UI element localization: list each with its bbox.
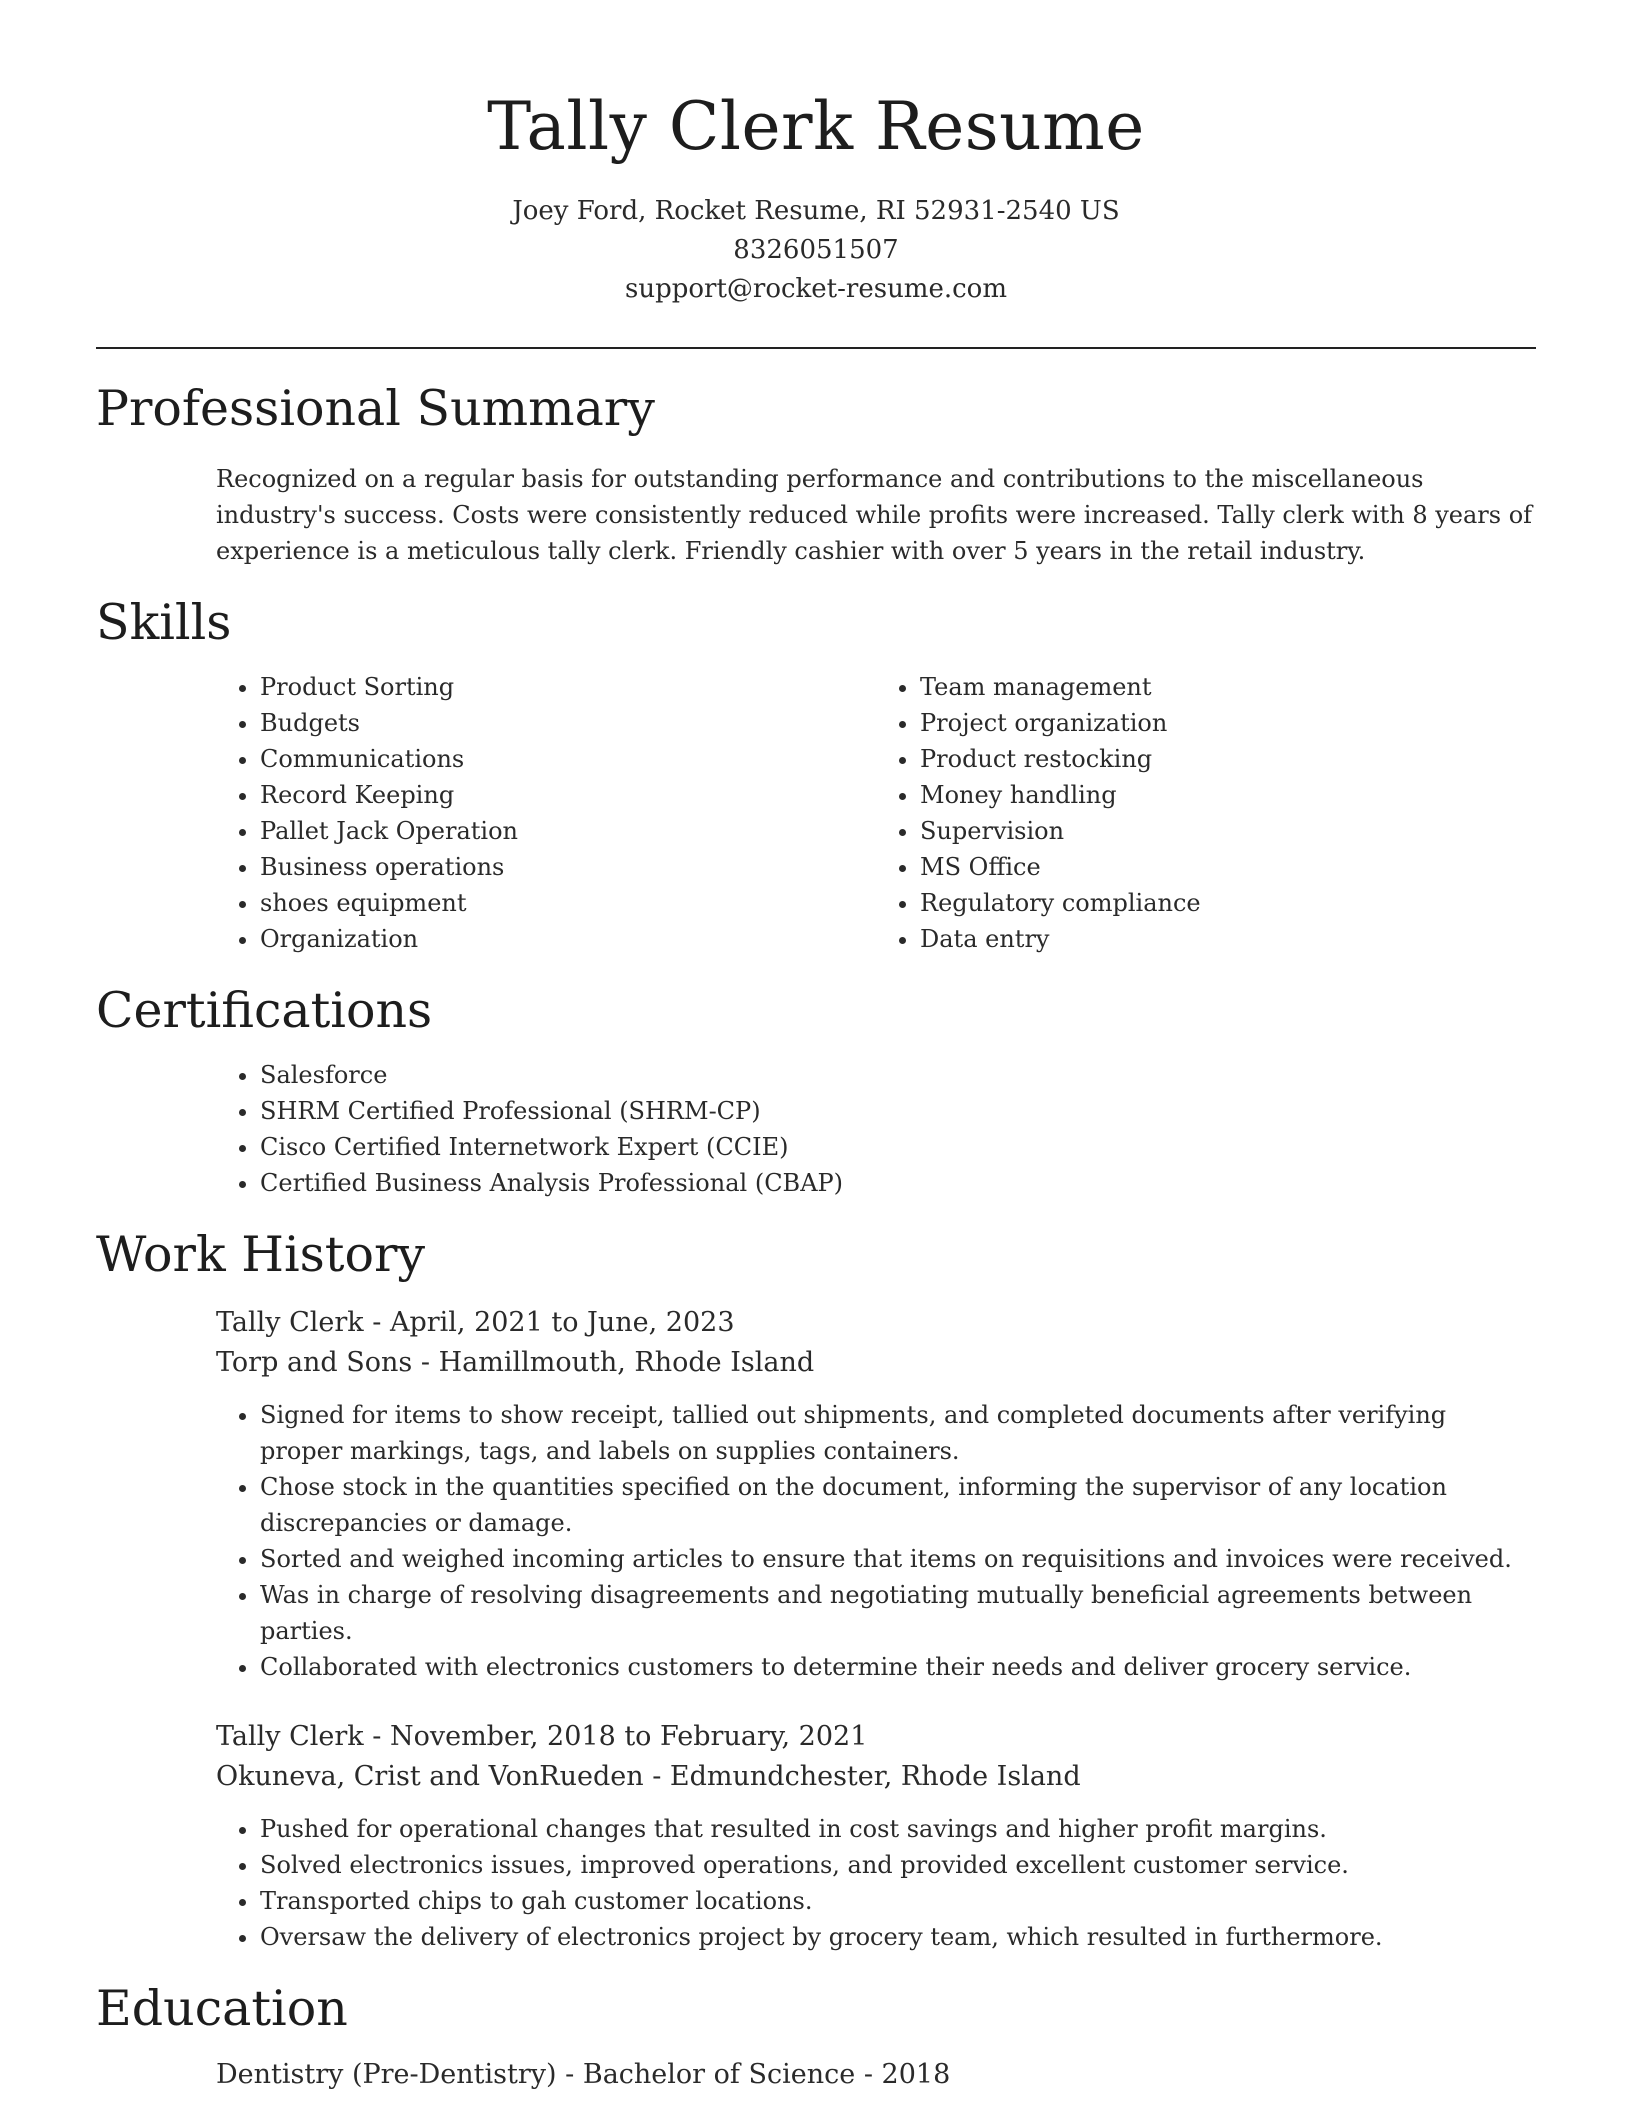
skill-item: • Money handling — [920, 777, 1536, 813]
skills-left-column — [216, 669, 876, 957]
job-location: Hamillmouth, Rhode Island — [438, 1347, 815, 1378]
skill-item: • Product Sorting — [260, 669, 876, 705]
skill-item: • Record Keeping — [260, 777, 876, 813]
summary-heading: Professional Summary — [96, 380, 655, 437]
job-bullets — [216, 1397, 1536, 1685]
skill-item: • Pallet Jack Operation — [260, 813, 876, 849]
education-section — [96, 1979, 1536, 2095]
job-entry — [216, 1303, 1536, 1685]
skill-item: • Data entry — [920, 921, 1536, 957]
job-title: Tally Clerk — [216, 1307, 364, 1338]
skill-item: • shoes equipment — [260, 885, 876, 921]
skills-heading: Skills — [96, 594, 232, 651]
job-company: Torp and Sons — [216, 1347, 413, 1378]
skill-item: • Project organization — [920, 705, 1536, 741]
job-location: Edmundchester, Rhode Island — [669, 1761, 1081, 1792]
certification-item: • Salesforce — [260, 1057, 1536, 1093]
work-history-section — [96, 1225, 1536, 1955]
job-bullet: • Pushed for operational changes that resulted in cost savings and higher profit margins. — [260, 1811, 1536, 1847]
separator: - — [556, 2059, 583, 2090]
contact-address: Joey Ford, Rocket Resume, RI 52931-2540 US — [512, 196, 1120, 226]
skill-item: • Product restocking — [920, 741, 1536, 777]
skill-item: • Team management — [920, 669, 1536, 705]
education-heading: Education — [96, 1980, 348, 2037]
education-type: Bachelor of Science — [582, 2059, 856, 2090]
job-bullet: • Sorted and weighed incoming articles to ensure that items on requisitions and invoices were received. — [260, 1541, 1536, 1577]
separator: - — [363, 1721, 390, 1752]
job-bullet: • Collaborated with electronics customers to determine their needs and deliver grocery service. — [260, 1649, 1536, 1685]
job-dates: November, 2018 to February, 2021 — [389, 1721, 868, 1752]
certification-item: • Certified Business Analysis Professional (CBAP) — [260, 1165, 1536, 1201]
skill-item: • Organization — [260, 921, 876, 957]
education-line — [216, 2055, 1536, 2095]
separator: - — [363, 1307, 390, 1338]
certification-item: • SHRM Certified Professional (SHRM-CP) — [260, 1093, 1536, 1129]
job-bullet: • Oversaw the delivery of electronics project by grocery team, which resulted in furthermore. — [260, 1919, 1536, 1955]
summary-text: Recognized on a regular basis for outstanding performance and contributions to the miscellaneous industry's success. Costs were consistently reduced while profits were increased. Tally clerk with 8 years of experience is a meticulous tally clerk. Friendly cashier with over 5 years in the retail industry. — [216, 465, 1533, 565]
separator: - — [412, 1347, 439, 1378]
skill-item: • Budgets — [260, 705, 876, 741]
skills-columns — [216, 669, 1536, 957]
skill-item: • Communications — [260, 741, 876, 777]
job-company-line — [216, 1343, 1536, 1383]
skill-item: • Supervision — [920, 813, 1536, 849]
education-year: 2018 — [881, 2059, 951, 2090]
job-title: Tally Clerk — [216, 1721, 364, 1752]
separator: - — [855, 2059, 882, 2090]
resume-header — [96, 0, 1536, 309]
contact-email: support@rocket-resume.com — [624, 274, 1007, 304]
job-bullets — [216, 1811, 1536, 1955]
certifications-heading: Certifications — [96, 982, 433, 1039]
contact-info — [96, 192, 1536, 309]
skill-item: • MS Office — [920, 849, 1536, 885]
work-history-heading: Work History — [96, 1226, 426, 1283]
job-title-line — [216, 1717, 1536, 1757]
skill-item: • Business operations — [260, 849, 876, 885]
job-company-line — [216, 1757, 1536, 1797]
job-entry — [216, 1717, 1536, 1955]
separator: - — [643, 1761, 670, 1792]
job-bullet: • Was in charge of resolving disagreements and negotiating mutually beneficial agreements between parties. — [260, 1577, 1536, 1649]
certifications-list — [216, 1057, 1536, 1201]
skills-section — [96, 593, 1536, 957]
summary-section — [96, 379, 1536, 569]
certification-item: • Cisco Certified Internetwork Expert (CCIE) — [260, 1129, 1536, 1165]
resume-title: Tally Clerk Resume — [487, 88, 1145, 165]
job-bullet: • Solved electronics issues, improved operations, and provided excellent customer service. — [260, 1847, 1536, 1883]
job-dates: April, 2021 to June, 2023 — [389, 1307, 735, 1338]
contact-phone: 8326051507 — [733, 235, 899, 265]
skills-right-column — [876, 669, 1536, 957]
education-degree: Dentistry (Pre-Dentistry) — [216, 2059, 557, 2090]
header-divider — [96, 347, 1536, 349]
job-bullet: • Signed for items to show receipt, tallied out shipments, and completed documents after verifying proper markings, tags, and labels on supplies containers. — [260, 1397, 1536, 1469]
job-bullet: • Transported chips to gah customer locations. — [260, 1883, 1536, 1919]
job-company: Okuneva, Crist and VonRueden — [216, 1761, 644, 1792]
certifications-section — [96, 981, 1536, 1201]
job-bullet: • Chose stock in the quantities specified on the document, informing the supervisor of any location discrepancies or damage. — [260, 1469, 1536, 1541]
skill-item: • Regulatory compliance — [920, 885, 1536, 921]
job-title-line — [216, 1303, 1536, 1343]
